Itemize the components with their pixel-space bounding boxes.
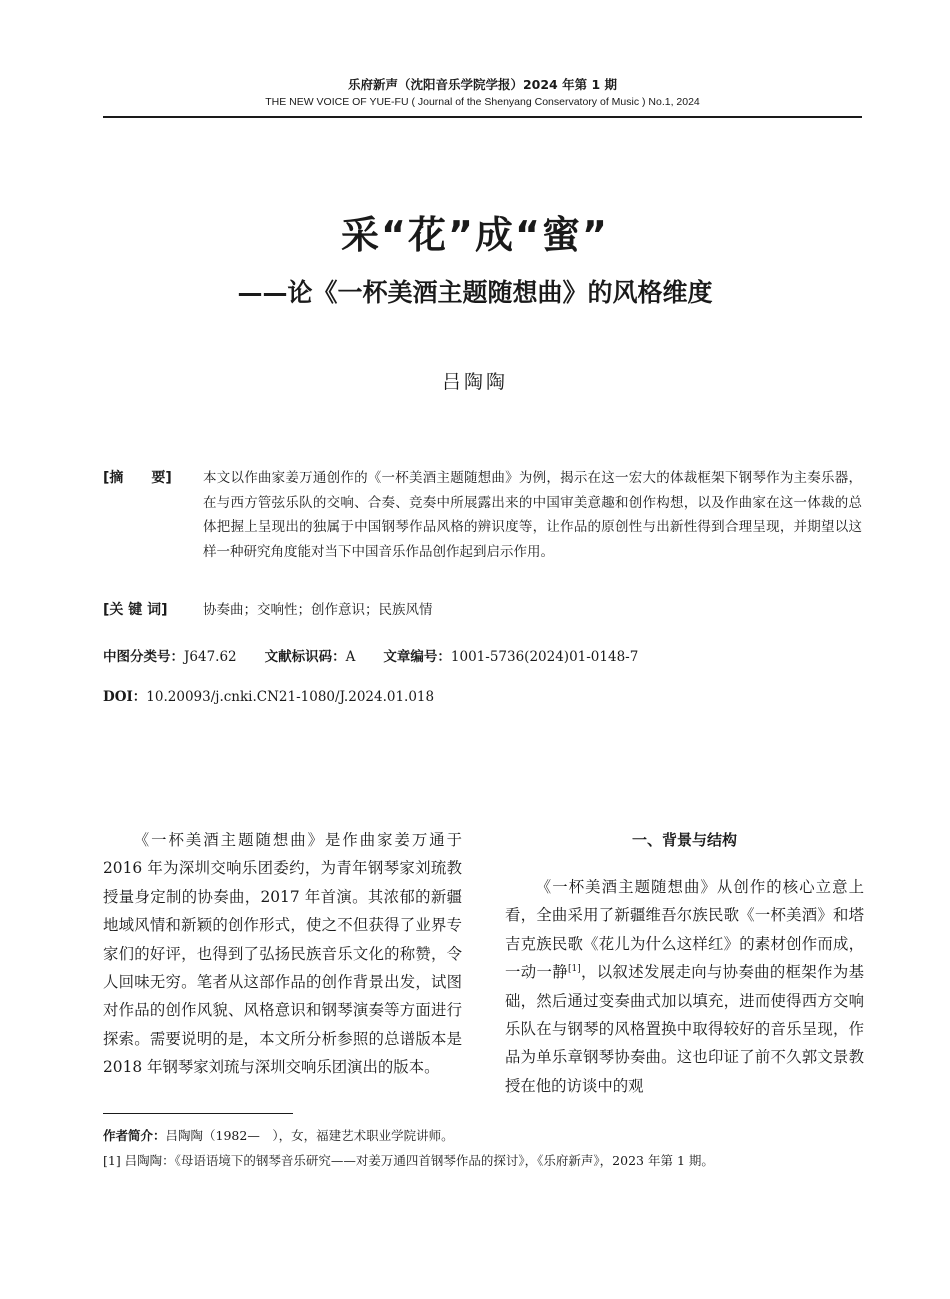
author-note-label: 作者简介： [103,1128,166,1143]
doi-value: 10.20093/j.cnki.CN21-1080/J.2024.01.018 [146,689,435,705]
journal-title-en: THE NEW VOICE OF YUE-FU ( Journal of the Shenyang Conservatory of Music ) No.1, 2024 [265,96,700,108]
footnote-1: [1] 吕陶陶：《母语语境下的钢琴音乐研究——对姜万通四首钢琴作品的探讨》，《乐府新声》，2023 年第 1 期。 [103,1153,714,1168]
header-rule [103,116,862,118]
section1-text-a: 《一杯美酒主题随想曲》从创作的核心立意上看，全曲采用了新疆维吾尔族民歌《一杯美酒》和塔吉克族民歌《花儿为什么这样红》的素材创作而成，一动一静 [505,878,864,982]
doi-label: DOI： [103,689,147,705]
article-title: 采“花”成“蜜” [341,213,609,257]
clc-label: 中图分类号： [103,649,184,665]
article-author: 吕陶陶 [441,371,508,393]
abstract-label: [摘 要] [103,470,172,486]
journal-title-cn: 乐府新声（沈阳音乐学院学报）2024 年第 1 期 [347,77,618,92]
clc-value: J647.62 [184,649,237,665]
doc-code-value: A [345,649,356,665]
article-number-item [383,646,638,668]
body-column-right [505,826,864,1100]
abstract-block [103,466,862,586]
author-note-text: 吕陶陶（1982— ），女，福建艺术职业学院讲师。 [165,1128,454,1143]
section-heading: 一、背景与结构 [631,831,737,849]
section1-text-b: ，以叙述发展走向与协奏曲的框架作为基础，然后通过变奏曲式加以填充，进而使得西方交响乐队在与钢琴的风格置换中取得较好的音乐呈现，作品为单乐章钢琴协奏曲。这也印证了前不久郭文景教授在他的访谈中的观 [505,963,864,1095]
article-subtitle: ——论《一杯美酒主题随想曲》的风格维度 [237,278,713,307]
abstract-text: 本文以作曲家姜万通创作的《一杯美酒主题随想曲》为例，揭示在这一宏大的体裁框架下钢琴作为主奏乐器，在与西方管弦乐队的交响、合奏、竞奏中所展露出来的中国审美意趣和创作构想，以及作曲家在这一体裁的总体把握上呈现出的独属于中国钢琴作品风格的辨识度等，让作品的原创性与出新性得到合理呈现，并期望以这样一种研究角度能对当下中国音乐作品创作起到启示作用。 [203,470,862,560]
footnote-rule [103,1113,293,1114]
footnote-ref-1: [1] [567,964,581,975]
keywords-block [103,598,862,624]
keywords-label: [关 键 词] [103,602,168,618]
intro-paragraph: 《一杯美酒主题随想曲》是作曲家姜万通于 2016 年为深圳交响乐团委约，为青年钢琴家刘琉教授量身定制的协奏曲，2017 年首演。其浓郁的新疆地域风情和新颖的创作形式，使之不但获得了业界专家们的好评，也得到了弘扬民族音乐文化的称赞，令人回味无穷。笔者从这部作品的创作背景出发，试图对作品的创作风貌、风格意识和钢琴演奏等方面进行探索。需要说明的是，本文所分析参照的总谱版本是 2018 年钢琴家刘琉与深圳交响乐团演出的版本。 [103,831,462,1077]
section1-paragraph [505,873,864,1100]
running-header [103,76,862,109]
keywords-text: 协奏曲；交响性；创作意识；民族风情 [203,602,433,618]
article-number-label: 文章编号： [383,649,451,665]
classification-line [103,646,862,668]
author-note [103,1125,873,1147]
article-number-value: 1001-5736(2024)01-0148-7 [450,649,639,665]
clc-item [103,646,237,668]
doc-code-label: 文献标识码： [264,649,346,665]
body-column-left [103,826,462,1082]
doi-line [103,686,862,708]
doc-code-item [265,646,356,668]
